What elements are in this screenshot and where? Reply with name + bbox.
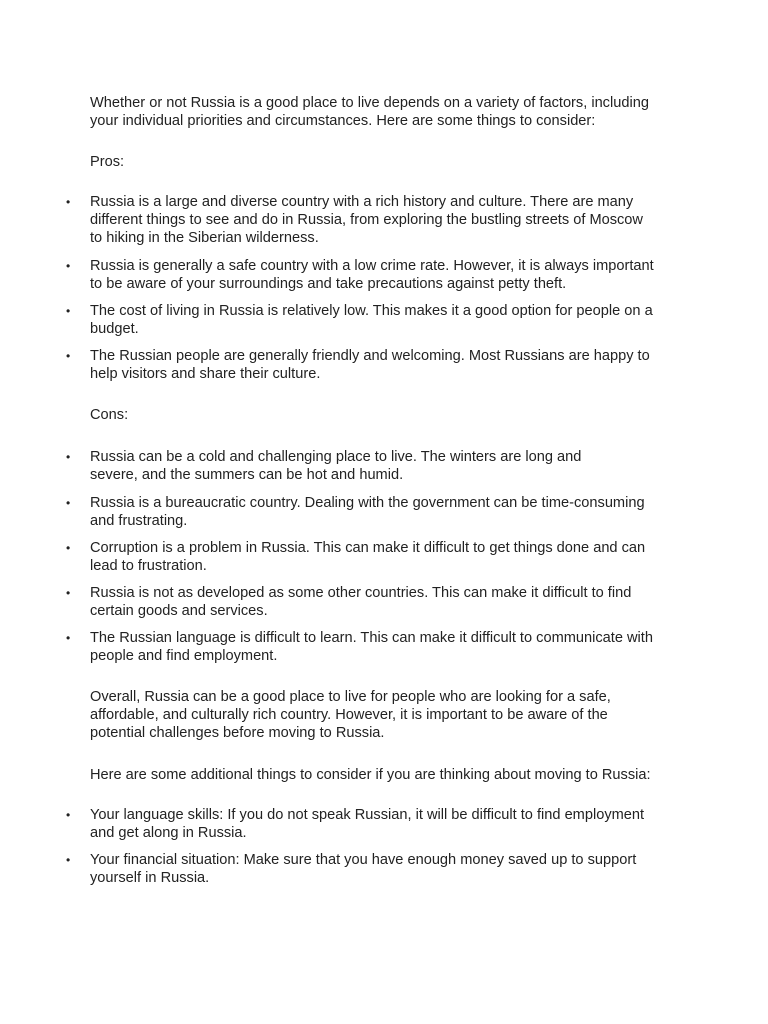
additional-item-text: Your language skills: If you do not speak Russian, it will be difficult to find employment and get along in Russia. xyxy=(90,807,645,841)
pros-item-text: Russia is a large and diverse country with a rich history and culture. There are many different things to see and do in Russia, from exploring the bustling streets of Moscow to hiking in the Siberian wilderness. xyxy=(90,194,643,246)
cons-item-text: Russia is not as developed as some other countries. This can make it difficult to find certain goods and services. xyxy=(90,585,632,619)
pros-heading: Pros: xyxy=(90,154,125,170)
bullet-icon: • xyxy=(66,631,71,645)
overall-paragraph: Overall, Russia can be a good place to live for people who are looking for a safe, affordable, and culturally rich country. However, it is important to be aware of the potential challenges before moving to Russia. xyxy=(90,689,611,741)
pros-item-text: The Russian people are generally friendly and welcoming. Most Russians are happy to help visitors and share their culture. xyxy=(90,348,650,382)
additional-item-text: Your financial situation: Make sure that you have enough money saved up to support yourself in Russia. xyxy=(90,852,637,886)
bullet-icon: • xyxy=(66,450,71,464)
cons-item-text: Russia is a bureaucratic country. Dealing with the government can be time-consuming and frustrating. xyxy=(90,495,645,529)
cons-item-text: Russia can be a cold and challenging place to live. The winters are long and severe, and the summers can be hot and humid. xyxy=(90,449,582,483)
bullet-icon: • xyxy=(66,349,71,363)
bullet-icon: • xyxy=(66,541,71,555)
bullet-icon: • xyxy=(66,259,71,273)
bullet-icon: • xyxy=(66,496,71,510)
additional-heading: Here are some additional things to consider if you are thinking about moving to Russia: xyxy=(90,767,651,783)
cons-heading: Cons: xyxy=(90,407,129,423)
bullet-icon: • xyxy=(66,304,71,318)
bullet-icon: • xyxy=(66,195,71,209)
pros-item-text: Russia is generally a safe country with a low crime rate. However, it is always important to be aware of your surroundings and take precautions against petty theft. xyxy=(90,258,654,292)
cons-item-text: The Russian language is difficult to learn. This can make it difficult to communicate with people and find employment. xyxy=(90,630,653,664)
pros-item-text: The cost of living in Russia is relatively low. This makes it a good option for people on a budget. xyxy=(90,303,653,337)
bullet-icon: • xyxy=(66,586,71,600)
intro-paragraph: Whether or not Russia is a good place to live depends on a variety of factors, including your individual priorities and circumstances. Here are some things to consider: xyxy=(90,95,649,129)
cons-item-text: Corruption is a problem in Russia. This can make it difficult to get things done and can lead to frustration. xyxy=(90,540,646,574)
bullet-icon: • xyxy=(66,853,71,867)
bullet-icon: • xyxy=(66,808,71,822)
